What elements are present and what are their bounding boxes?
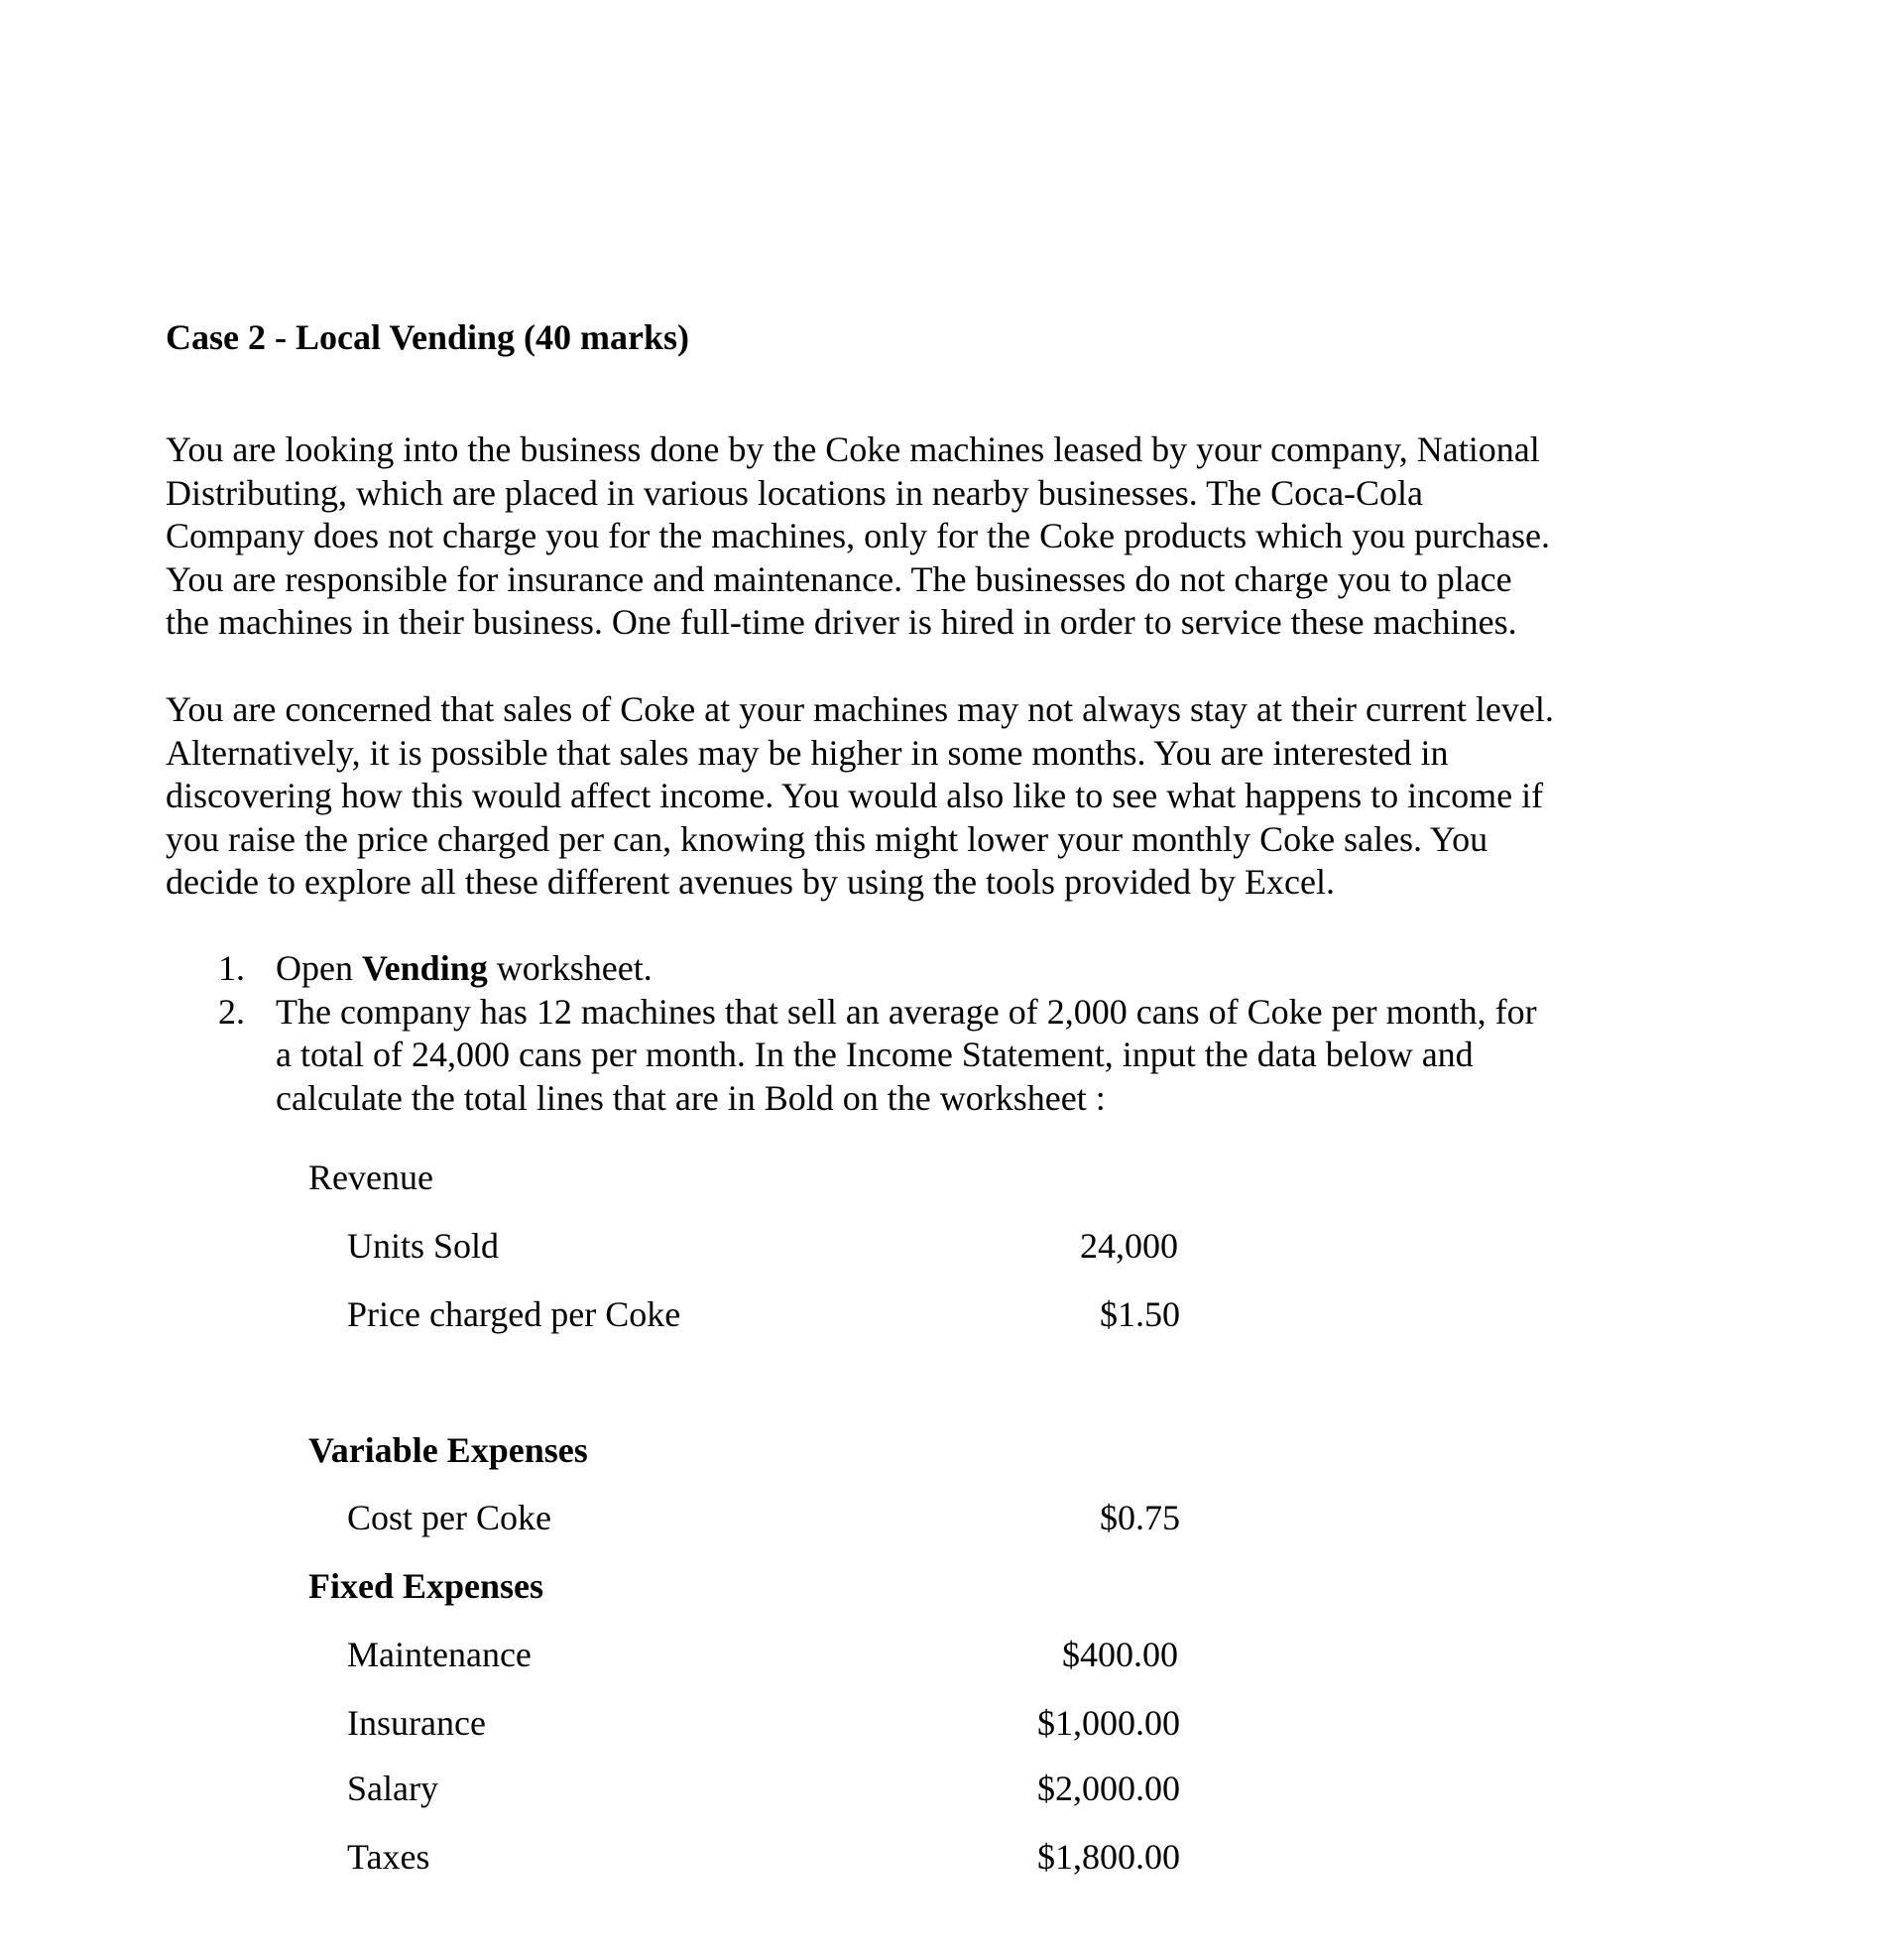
list-text-after: worksheet.	[487, 948, 653, 988]
table-row	[0, 1292, 1904, 1336]
row-value: $400.00	[1062, 1635, 1178, 1674]
paragraph-line: You are responsible for insurance and maintenance. The businesses do not charge you to place	[166, 558, 1512, 599]
table-row	[0, 1767, 1904, 1810]
paragraph-line: you raise the price charged per can, knowing this might lower your monthly Coke sales. You	[166, 818, 1488, 859]
list-item-line: The company has 12 machines that sell an average of 2,000 cans of Coke per month, for	[276, 991, 1537, 1032]
revenue-heading: Revenue	[308, 1158, 433, 1197]
paragraph-line: the machines in their business. One full-time driver is hired in order to service these machines.	[166, 602, 1517, 642]
list-item-line: calculate the total lines that are in Bold on the worksheet :	[276, 1077, 1106, 1118]
row-label: Taxes	[347, 1837, 430, 1877]
row-value: $1,800.00	[1037, 1837, 1180, 1877]
row-value: $1,000.00	[1037, 1703, 1180, 1743]
list-item-line: a total of 24,000 cans per month. In the Income Statement, input the data below and	[276, 1035, 1474, 1074]
list-number: 1.	[218, 948, 245, 988]
row-label: Units Sold	[347, 1226, 500, 1266]
row-label: Insurance	[347, 1703, 486, 1743]
paragraph-line: Distributing, which are placed in various locations in nearby businesses. The Coca-Cola	[166, 472, 1424, 513]
variable-expenses-heading: Variable Expenses	[308, 1430, 588, 1470]
table-row	[0, 1224, 1904, 1268]
table-row	[0, 1496, 1904, 1539]
table-row	[0, 1835, 1904, 1879]
list-number: 2.	[218, 991, 245, 1032]
row-label: Maintenance	[347, 1635, 532, 1674]
worksheet-name: Vending	[361, 948, 488, 988]
list-text-before: Open	[276, 948, 362, 988]
paragraph-line: You are concerned that sales of Coke at your machines may not always stay at their current level.	[166, 689, 1554, 729]
paragraph-line: discovering how this would affect income. You would also like to see what happens to income if	[166, 776, 1544, 815]
table-row	[0, 1633, 1904, 1676]
row-value: 24,000	[1080, 1226, 1178, 1266]
fixed-expenses-heading: Fixed Expenses	[308, 1566, 544, 1606]
paragraph-line: Alternatively, it is possible that sales may be higher in some months. You are interested in	[166, 732, 1449, 773]
row-value: $2,000.00	[1037, 1769, 1180, 1808]
paragraph-line: Company does not charge you for the machines, only for the Coke products which you purchase.	[166, 516, 1551, 555]
row-value: $0.75	[1100, 1498, 1180, 1537]
row-label: Price charged per Coke	[347, 1294, 681, 1334]
row-value: $1.50	[1100, 1294, 1180, 1334]
paragraph-line: You are looking into the business done by the Coke machines leased by your company, National	[166, 429, 1540, 469]
table-row	[0, 1701, 1904, 1745]
row-label: Salary	[347, 1769, 438, 1808]
paragraph-line: decide to explore all these different avenues by using the tools provided by Excel.	[166, 862, 1335, 902]
case-title: Case 2 - Local Vending (40 marks)	[166, 317, 690, 357]
row-label: Cost per Coke	[347, 1498, 551, 1537]
